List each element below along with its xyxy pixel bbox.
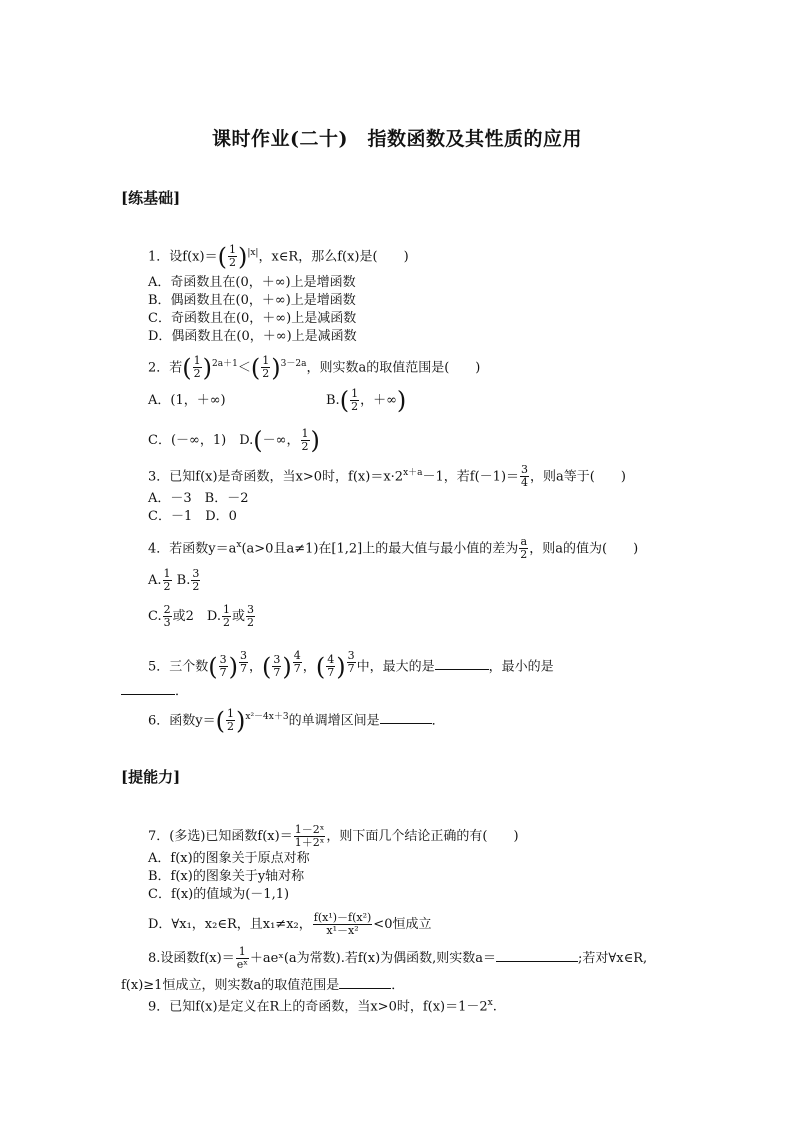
question-1: 1．设f(x)＝( $\frac{1}{2}$ )$^{|x|}$，x∈R，那么f(x)是( )	[148, 242, 409, 271]
question-4: 4．若函数$y=a^x(a>0$且a≠1)在[1,2]上的最大值与最小值的差为 $\frac{a}{2}$ ，则a的值为( )	[148, 535, 639, 562]
q4-options-ab: A. $\frac{1}{2}$ B. $\frac{3}{2}$	[148, 567, 200, 593]
q2-option-a: A．(1，＋∞)	[148, 393, 226, 408]
answer-blank[interactable]	[496, 949, 578, 962]
question-5: 5．三个数( $\frac{3}{7}$ ) $^{\frac{3}{7}}$ ，( $\frac{3}{7}$ ) $^{\frac{4}{7}}$ ，( $\frac{4}{7}$ ) $^{\frac{3}{7}}$ 中，最大的是 ，最小的是	[148, 649, 554, 681]
q2-option-b: B.( $\frac{1}{2}$ ，＋∞)	[326, 386, 407, 415]
question-8-cont: f(x)≥1恒成立，则实数a的取值范围是 ．	[121, 978, 405, 993]
section-advanced: [提能力]	[121, 768, 181, 786]
q7-option-a: A．f(x)的图象关于原点对称	[148, 851, 310, 866]
q7-option-c: C．f(x)的值域为(－1,1)	[148, 887, 290, 902]
answer-blank[interactable]	[435, 657, 489, 670]
question-2: 2．若( $\frac{1}{2}$ )$^{2a+1}$＜( $\frac{1}{2}$ )$^{3-2a}$，则实数a的取值范围是( )	[148, 353, 481, 382]
answer-blank[interactable]	[339, 976, 391, 989]
q1-option-a: A．奇函数且在(0，＋∞)上是增函数	[148, 275, 356, 290]
q3-options-ab: A．－3 B．－2	[148, 491, 249, 506]
q3-options-cd: C．－1 D．0	[148, 509, 237, 524]
q7-option-b: B．f(x)的图象关于y轴对称	[148, 869, 305, 884]
question-8: 8.设函数f(x)＝ $\frac{1}{\text{eˣ}}$ ＋aeˣ(a为常数).若f(x)为偶函数,则实数a＝ ;若对∀x∈R,	[148, 945, 648, 971]
question-3: 3．已知f(x)是奇函数，当x>0时，$f(x)=x\cdot 2^{x+a}-1$，若f(－1)＝ $\frac{3}{4}$ ，则a等于( )	[148, 463, 626, 490]
answer-blank[interactable]	[380, 711, 432, 724]
q1-option-d: D．偶函数且在(0，＋∞)上是减函数	[148, 329, 357, 344]
q2-option-cd: C．(－∞，1) D.(－∞， $\frac{1}{2}$ )	[148, 426, 320, 455]
page-title: 课时作业(二十) 指数函数及其性质的应用	[212, 128, 582, 150]
q4-options-cd: C. $\frac{2}{3}$ 或2 D. $\frac{1}{2}$ 或 $\frac{3}{2}$	[148, 603, 255, 629]
q1-option-b: B．偶函数且在(0，＋∞)上是增函数	[148, 293, 356, 308]
question-9: 9．已知f(x)是定义在R上的奇函数，当x>0时，$f(x)=1-2^x$.	[148, 998, 497, 1015]
answer-blank[interactable]	[121, 682, 175, 695]
section-basic: [练基础]	[121, 189, 181, 207]
question-6: 6．函数y＝( $\frac{1}{2}$ )$^{x^2-4x+3}$的单调增区间是 ．	[148, 706, 445, 735]
q7-option-d: D．∀x₁，x₂∈R，且x₁≠x₂， $\frac{\text{f(x¹)－f(x²)}}{\text{x¹－x²}}$ <0恒成立	[148, 911, 432, 937]
question-5-cont: ．	[121, 682, 188, 701]
q1-option-c: C．奇函数且在(0，＋∞)上是减函数	[148, 311, 357, 326]
question-7: 7．(多选)已知函数f(x)＝ $\frac{\text{1－2ˣ}}{\text{1＋2ˣ}}$ ，则下面几个结论正确的有( )	[148, 823, 519, 849]
